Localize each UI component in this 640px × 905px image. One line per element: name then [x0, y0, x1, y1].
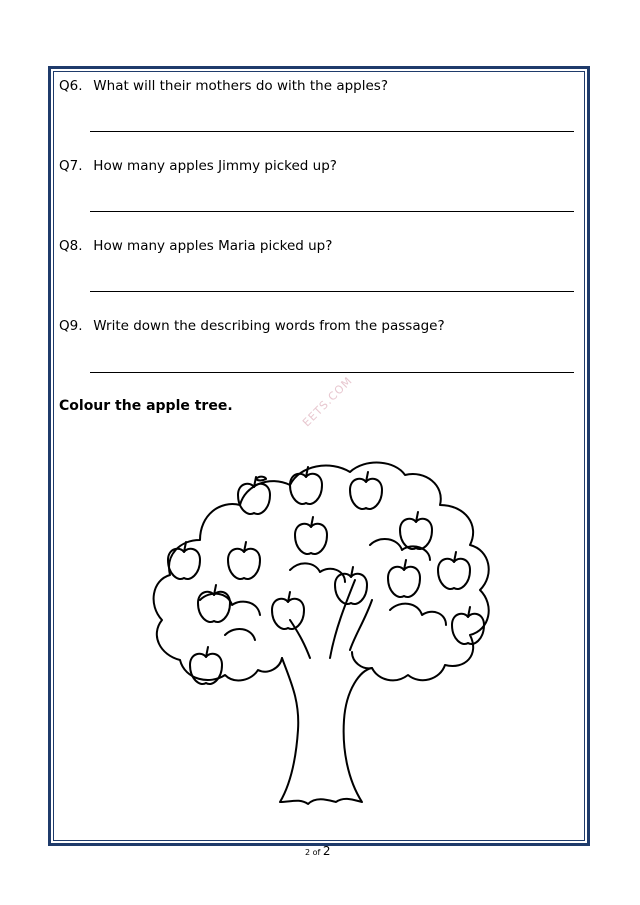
question-7 [59, 158, 337, 174]
answer-line-7[interactable] [90, 211, 574, 212]
apple-icon [350, 472, 382, 509]
question-number: Q8. [59, 238, 83, 254]
question-8 [59, 238, 332, 254]
apple-icon [168, 542, 200, 579]
apple-icon [198, 585, 230, 622]
question-6 [59, 78, 388, 94]
answer-line-6[interactable] [90, 131, 574, 132]
page-total: 2 [322, 844, 331, 858]
question-text: What will their mothers do with the apples? [93, 78, 388, 94]
page-label: 2 of [305, 848, 321, 857]
apple-icon [290, 467, 322, 504]
question-number: Q9. [59, 318, 83, 334]
watermark: EETS.COM [300, 374, 356, 430]
question-text: Write down the describing words from the passage? [93, 318, 445, 334]
tree-trunk [280, 658, 372, 804]
question-number: Q6. [59, 78, 83, 94]
page-number [305, 844, 331, 858]
apple-icon [190, 647, 222, 684]
question-text: How many apples Jimmy picked up? [93, 158, 337, 174]
question-text: How many apples Maria picked up? [93, 238, 333, 254]
apple-icon [272, 592, 304, 629]
answer-line-8[interactable] [90, 291, 574, 292]
apple-icon [452, 607, 484, 644]
question-9 [59, 318, 445, 334]
activity-heading: Colour the apple tree. [59, 398, 233, 414]
apple-icon [400, 512, 432, 549]
question-number: Q7. [59, 158, 83, 174]
apple-tree-icon[interactable] [140, 430, 510, 820]
apple-icon [295, 517, 327, 554]
apple-icon [438, 552, 470, 589]
apple-icon [228, 542, 260, 579]
answer-line-9[interactable] [90, 372, 574, 373]
apple-icon [388, 560, 420, 597]
